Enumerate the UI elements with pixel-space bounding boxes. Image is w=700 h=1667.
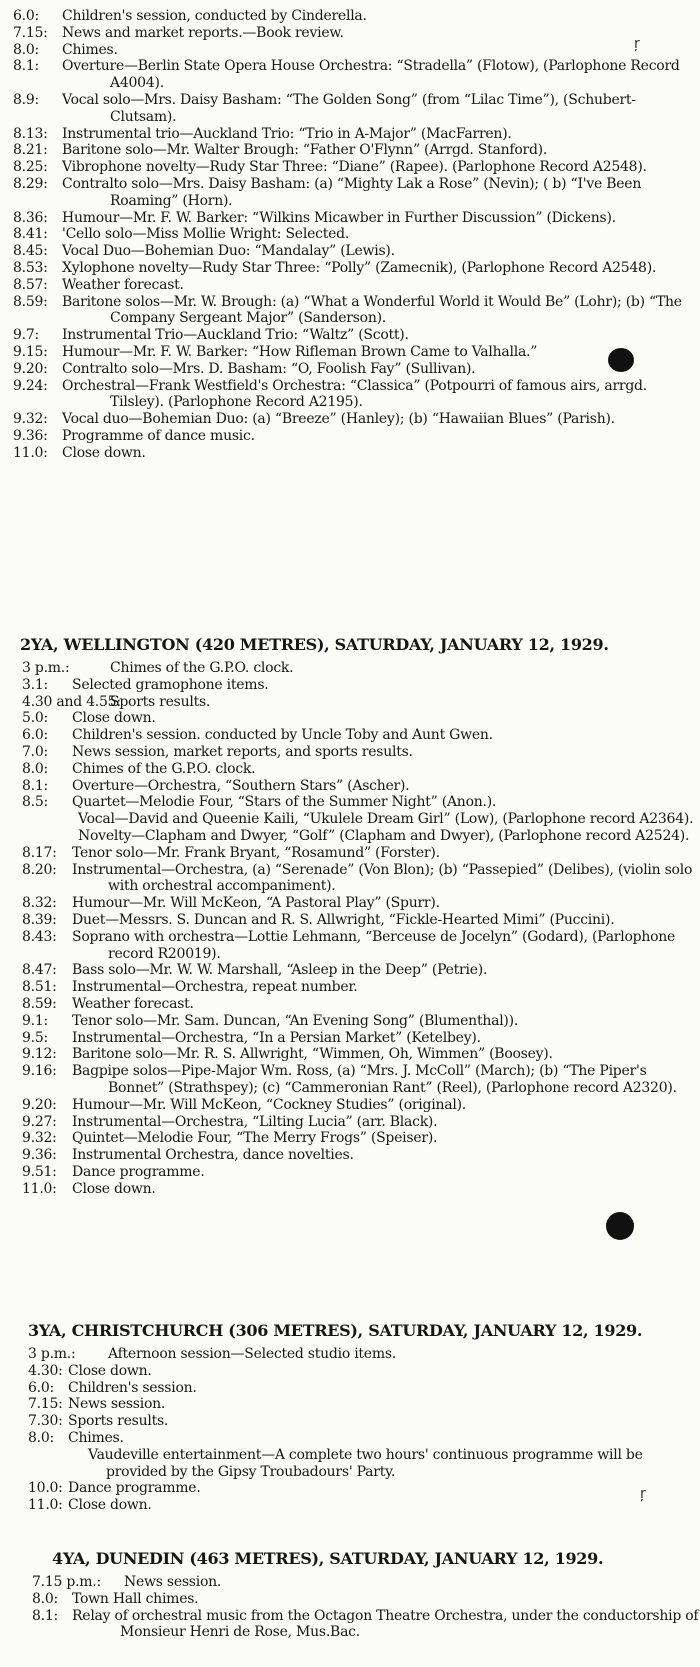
entry-description: Novelty—Clapham and Dwyer, “Golf” (Clapham and Dwyer), (Parlophone record A2524). [78, 827, 690, 844]
entry-description: Programme of dance music. [62, 427, 255, 444]
entry-time: 9.16: [22, 1063, 57, 1080]
station-heading: 4YA, DUNEDIN (463 METRES), SATURDAY, JANUARY 12, 1929. [52, 1549, 604, 1568]
programme-entry [0, 42, 700, 59]
entry-description: Weather forecast. [72, 995, 194, 1012]
entry-time: 8.1: [32, 1607, 58, 1624]
programme-entry [0, 1447, 700, 1481]
entry-time: 6.0: [28, 1379, 54, 1396]
entry-time: 6.0: [22, 727, 48, 744]
entry-description: Orchestral—Frank Westfield's Orchestra: “Classica” (Potpourri of famous airs, arrgd. Tilsley). (Parlophone Record A2195). [62, 377, 647, 411]
programme-entry [0, 277, 700, 294]
entry-time: 7.15 p.m.: [32, 1574, 101, 1590]
entry-description: Humour—Mr. F. W. Barker: “How Rifleman Brown Came to Valhalla.” [62, 343, 538, 360]
entry-time: 7.15: [28, 1396, 63, 1413]
christchurch-programme [0, 1320, 700, 1514]
entry-time: 4.30: [28, 1362, 63, 1379]
programme-entry [0, 694, 700, 711]
entry-description: Close down. [68, 1362, 152, 1379]
dunedin-programme [0, 1548, 700, 1641]
programme-entry [0, 1181, 700, 1198]
entry-time: 8.29: [13, 175, 48, 192]
programme-entry [0, 727, 700, 744]
entry-description: Baritone solo—Mr. Walter Brough: “Father O'Flynn” (Arrgd. Stanford). [62, 142, 548, 159]
programme-entry [0, 677, 700, 694]
entry-time: 11.0: [28, 1497, 63, 1514]
entry-time: 8.0: [28, 1429, 54, 1446]
entry-description: Afternoon session—Selected studio items. [108, 1346, 396, 1362]
entry-time: 8.32: [22, 895, 57, 912]
auckland-programme [0, 8, 700, 462]
programme-entry [0, 1346, 700, 1363]
programme-entry [0, 1380, 700, 1397]
programme-entry [0, 862, 700, 896]
entry-time: 11.0: [13, 444, 48, 461]
programme-entry [0, 1030, 700, 1047]
programme-entry [0, 58, 700, 92]
programme-entry [0, 1114, 700, 1131]
programme-entry [0, 25, 700, 42]
programme-entry [0, 1013, 700, 1030]
entry-time: 8.9: [13, 91, 39, 108]
entry-time: 5.0: [22, 710, 48, 727]
programme-entry [0, 1430, 700, 1447]
programme-entry [0, 1480, 700, 1497]
entry-description: Children's session, conducted by Cinderella. [62, 8, 367, 24]
programme-entry [0, 445, 700, 462]
ink-blot-icon [606, 1212, 634, 1240]
programme-entry [0, 344, 700, 361]
station-heading: 2YA, WELLINGTON (420 METRES), SATURDAY, JANUARY 12, 1929. [20, 635, 609, 654]
entry-description: Quartet—Melodie Four, “Stars of the Summer Night” (Anon.). [72, 794, 497, 811]
entry-time: 9.24: [13, 377, 48, 394]
entry-description: Instrumental—Orchestra, “In a Persian Market” (Ketelbey). [72, 1029, 481, 1046]
entry-description: Vocal solo—Mrs. Daisy Basham: “The Golden Song” (from “Lilac Time”), (Schubert-Clutsam). [62, 91, 636, 125]
entry-time: 7.30: [28, 1413, 63, 1430]
programme-entry [0, 226, 700, 243]
entry-description: Vaudeville entertainment—A complete two hours' continuous programme will be provided by the Gipsy Troubadours' Party. [88, 1446, 643, 1480]
entry-description: Humour—Mr. F. W. Barker: “Wilkins Micawber in Further Discussion” (Dickens). [62, 209, 616, 226]
entry-time: 9.32: [22, 1130, 57, 1147]
entry-description: Town Hall chimes. [72, 1590, 199, 1607]
programme-entry [0, 159, 700, 176]
entry-time: 8.17: [22, 844, 57, 861]
entry-description: Chimes. [62, 41, 118, 58]
programme-entry [0, 378, 700, 412]
programme-entry [0, 1164, 700, 1181]
entry-description: Duet—Messrs. S. Duncan and R. S. Allwright, “Fickle-Hearted Mimi” (Puccini). [72, 911, 615, 928]
programme-entry [0, 361, 700, 378]
entry-description: Dance programme. [72, 1163, 205, 1180]
programme-entry [0, 210, 700, 227]
programme-list [0, 660, 700, 1198]
entry-time: 10.0: [28, 1480, 63, 1497]
entry-time: 8.59: [22, 995, 57, 1012]
programme-entry [0, 126, 700, 143]
programme-entry [0, 744, 700, 761]
programme-entry [0, 1591, 700, 1608]
entry-description: Dance programme. [68, 1480, 201, 1497]
programme-entry [0, 979, 700, 996]
entry-time: 7.15: [13, 24, 48, 41]
entry-description: Instrumental Trio—Auckland Trio: “Waltz” (Scott). [62, 327, 409, 344]
entry-time: 8.47: [22, 962, 57, 979]
entry-time: 9.20: [22, 1096, 57, 1113]
entry-description: Vibrophone novelty—Rudy Star Three: “Diane” (Rapee). (Parlophone Record A2548). [62, 159, 647, 176]
entry-time: 8.45: [13, 243, 48, 260]
entry-description: Contralto solo—Mrs. D. Basham: “O, Foolish Fay” (Sullivan). [62, 360, 476, 377]
programme-entry [0, 996, 700, 1013]
programme-entry [0, 660, 700, 677]
entry-description: Children's session. conducted by Uncle Toby and Aunt Gwen. [72, 727, 493, 744]
programme-entry [0, 1130, 700, 1147]
entry-time: 8.39: [22, 911, 57, 928]
entry-time: 9.1: [22, 1012, 48, 1029]
entry-description: Children's session. [68, 1379, 197, 1396]
entry-time: 9.7: [13, 327, 39, 344]
programme-entry [0, 1608, 700, 1642]
programme-entry [0, 1497, 700, 1514]
entry-time: 8.36: [13, 209, 48, 226]
entry-time: 9.20: [13, 360, 48, 377]
station-heading: 3YA, CHRISTCHURCH (306 METRES), SATURDAY, JANUARY 12, 1929. [28, 1321, 643, 1340]
entry-description: Chimes of the G.P.O. clock. [72, 760, 256, 777]
entry-description: Weather forecast. [62, 276, 184, 293]
entry-time: 8.59: [13, 293, 48, 310]
entry-description: Instrumental Orchestra, dance novelties. [72, 1147, 354, 1164]
entry-description: Chimes of the G.P.O. clock. [110, 660, 294, 676]
programme-entry [0, 811, 700, 828]
entry-time: 8.5: [22, 794, 48, 811]
programme-entry [0, 142, 700, 159]
entry-time: 8.0: [13, 41, 39, 58]
entry-time: 8.1: [22, 777, 48, 794]
entry-description: Close down. [62, 444, 146, 461]
programme-entry [0, 1097, 700, 1114]
entry-time: 9.27: [22, 1113, 57, 1130]
programme-entry [0, 761, 700, 778]
entry-description: Tenor solo—Mr. Frank Bryant, “Rosamund” (Forster). [72, 844, 440, 861]
entry-time: 9.32: [13, 411, 48, 428]
programme-entry [0, 243, 700, 260]
entry-description: Close down. [72, 1180, 156, 1197]
programme-entry [0, 929, 700, 963]
programme-entry [0, 1396, 700, 1413]
entry-description: Close down. [72, 710, 156, 727]
entry-description: Xylophone novelty—Rudy Star Three: “Polly” (Zamecnik), (Parlophone Record A2548). [62, 259, 657, 276]
entry-description: News session. [68, 1396, 166, 1413]
programme-entry [0, 895, 700, 912]
entry-description: Instrumental—Orchestra, repeat number. [72, 979, 358, 996]
entry-time: 8.20: [22, 861, 57, 878]
programme-entry [0, 1574, 700, 1591]
programme-entry [0, 92, 700, 126]
entry-description: Baritone solos—Mr. W. Brough: (a) “What a Wonderful World it Would Be” (Lohr); (b) “The Company Sergeant Major” (Sanderson). [62, 293, 682, 327]
programme-entry [0, 778, 700, 795]
entry-description: Vocal Duo—Bohemian Duo: “Mandalay” (Lewis). [62, 243, 395, 260]
entry-description: Vocal duo—Bohemian Duo: (a) “Breeze” (Hanley); (b) “Hawaiian Blues” (Parish). [62, 411, 615, 428]
entry-description: Chimes. [68, 1429, 124, 1446]
entry-time: 8.0: [22, 760, 48, 777]
entry-time: 9.15: [13, 343, 48, 360]
entry-time: 8.53: [13, 259, 48, 276]
entry-time: 6.0: [13, 8, 39, 24]
programme-entry [0, 1147, 700, 1164]
entry-description: Quintet—Melodie Four, “The Merry Frogs” (Speiser). [72, 1130, 438, 1147]
entry-description: Overture—Berlin State Opera House Orchestra: “Stradella” (Flotow), (Parlophone Record A4004). [62, 58, 680, 92]
entry-time: 4.30 and 4.55: [22, 693, 121, 710]
entry-description: Sports results. [68, 1413, 169, 1430]
entry-description: Sports results. [110, 693, 211, 710]
entry-time: 8.57: [13, 276, 48, 293]
entry-description: News session, market reports, and sports results. [72, 743, 413, 760]
entry-description: Bass solo—Mr. W. W. Marshall, “Asleep in the Deep” (Petrie). [72, 962, 488, 979]
entry-time: 8.0: [32, 1590, 58, 1607]
entry-time: 3 p.m.: [28, 1346, 76, 1362]
programme-entry [0, 411, 700, 428]
programme-entry [0, 260, 700, 277]
entry-description: Humour—Mr. Will McKeon, “A Pastoral Play” (Spurr). [72, 895, 440, 912]
entry-description: News session. [124, 1574, 222, 1590]
programme-entry [0, 794, 700, 811]
entry-description: Overture—Orchestra, “Southern Stars” (Ascher). [72, 777, 410, 794]
programme-entry [0, 294, 700, 328]
entry-description: Instrumental trio—Auckland Trio: “Trio in A-Major” (MacFarren). [62, 125, 512, 142]
entry-description: Soprano with orchestra—Lottie Lehmann, “Berceuse de Jocelyn” (Godard), (Parlophone record R20019). [72, 928, 676, 962]
entry-time: 8.41: [13, 226, 48, 243]
entry-description: Vocal—David and Queenie Kaili, “Ukulele Dream Girl” (Low), (Parlophone record A2364). [78, 811, 694, 828]
entry-description: Baritone solo—Mr. R. S. Allwright, “Wimmen, Oh, Wimmen” (Boosey). [72, 1046, 553, 1063]
programme-list [0, 1346, 700, 1514]
programme-entry [0, 845, 700, 862]
entry-time: 3.1: [22, 676, 48, 693]
pencil-mark-icon: ŗ [634, 36, 640, 52]
entry-time: 9.36: [22, 1147, 57, 1164]
pencil-mark-icon: ŗ [640, 1486, 646, 1502]
entry-time: 9.51: [22, 1163, 57, 1180]
programme-list [0, 1574, 700, 1641]
entry-description: Humour—Mr. Will McKeon, “Cockney Studies” (original). [72, 1096, 466, 1113]
programme-entry [0, 1413, 700, 1430]
entry-description: Bagpipe solos—Pipe-Major Wm. Ross, (a) “Mrs. J. McColl” (March); (b) “The Piper's Bonnet” (Strathspey); (c) “Cammeronian Rant” (Reel), (Parlophone record A2320). [72, 1063, 677, 1096]
programme-entry [0, 428, 700, 445]
entry-description: 'Cello solo—Miss Mollie Wright: Selected. [62, 226, 350, 243]
programme-entry [0, 327, 700, 344]
entry-time: 9.5: [22, 1029, 48, 1046]
entry-time: 8.43: [22, 928, 57, 945]
programme-entry [0, 176, 700, 210]
programme-entry [0, 8, 700, 25]
entry-time: 7.0: [22, 743, 48, 760]
entry-time: 8.25: [13, 159, 48, 176]
entry-description: Tenor solo—Mr. Sam. Duncan, “An Evening Song” (Blumenthal)). [72, 1012, 519, 1029]
programme-entry [0, 912, 700, 929]
programme-entry [0, 828, 700, 845]
programme-list [0, 8, 700, 462]
entry-time: 8.21: [13, 142, 48, 159]
programme-entry [0, 1063, 700, 1097]
programme-entry [0, 1046, 700, 1063]
programme-entry [0, 962, 700, 979]
entry-description: Instrumental—Orchestra, (a) “Serenade” (Von Blon); (b) “Passepied” (Delibes), (violin solo with orchestral accompaniment). [72, 861, 693, 895]
entry-time: 9.36: [13, 427, 48, 444]
entry-description: Selected gramophone items. [72, 676, 269, 693]
entry-description: Contralto solo—Mrs. Daisy Basham: (a) “Mighty Lak a Rose” (Nevin); ( b) “I've Been Roaming” (Horn). [62, 175, 642, 209]
entry-time: 8.51: [22, 979, 57, 996]
entry-description: Relay of orchestral music from the Octagon Theatre Orchestra, under the conductorship of Monsieur Henri de Rose, Mus.Bac. [72, 1607, 699, 1641]
entry-description: Instrumental—Orchestra, “Lilting Lucia” (arr. Black). [72, 1113, 438, 1130]
entry-time: 11.0: [22, 1180, 57, 1197]
entry-time: 8.13: [13, 125, 48, 142]
entry-description: Close down. [68, 1497, 152, 1514]
entry-description: News and market reports.—Book review. [62, 24, 344, 41]
programme-entry [0, 1363, 700, 1380]
wellington-programme [0, 634, 700, 1198]
entry-time: 8.1: [13, 58, 39, 75]
entry-time: 9.12: [22, 1046, 57, 1063]
entry-time: 3 p.m.: [22, 660, 70, 676]
programme-entry [0, 710, 700, 727]
